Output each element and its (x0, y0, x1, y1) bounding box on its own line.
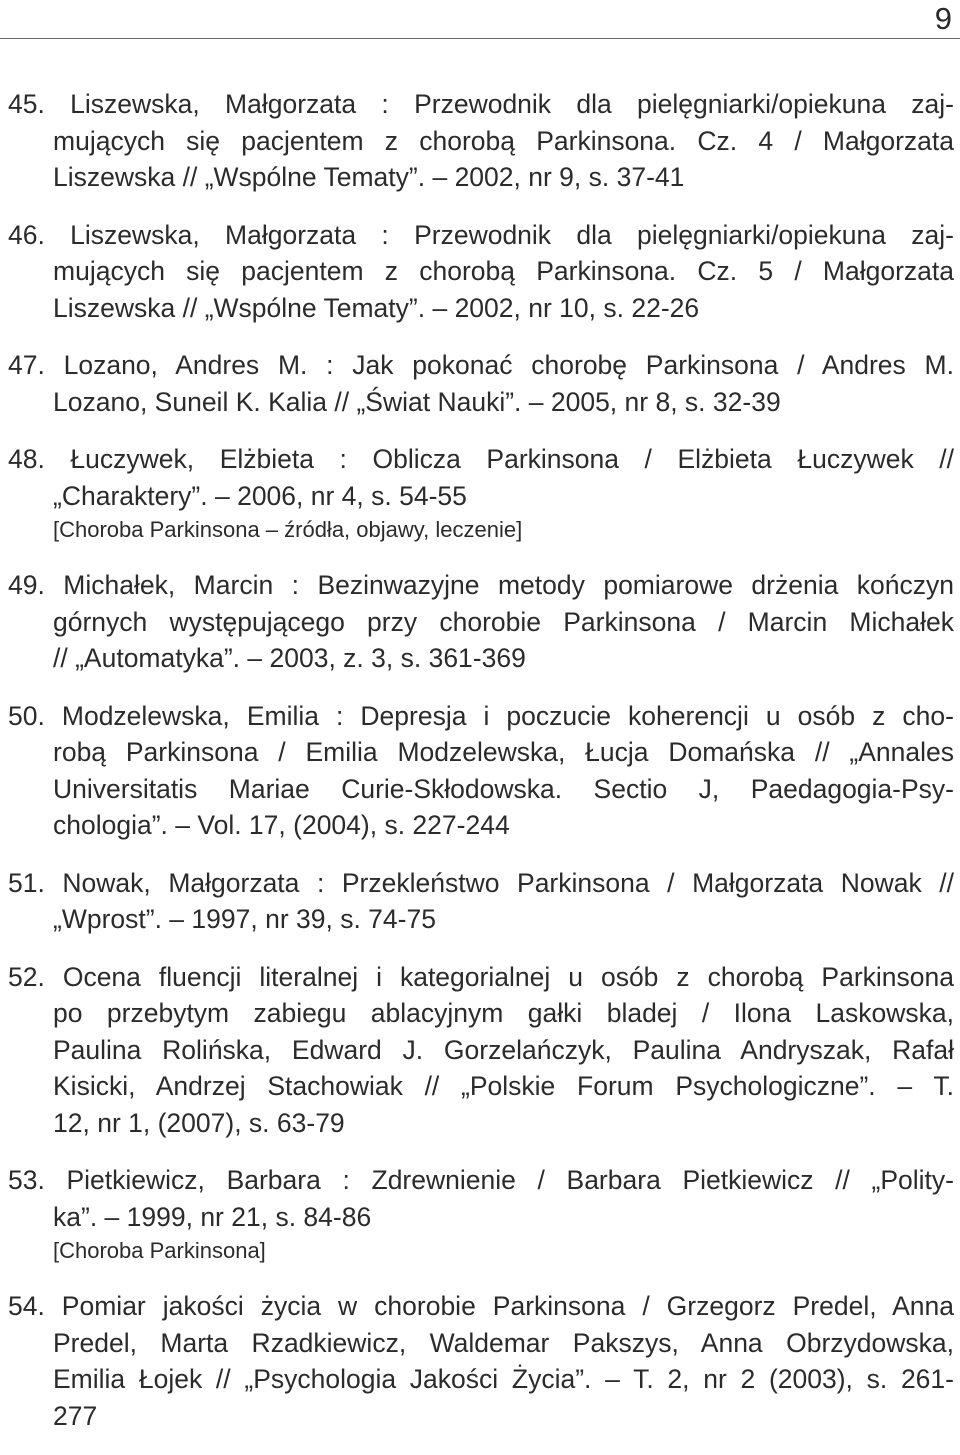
page-number: 9 (934, 1, 952, 36)
entry-line: mujących się pacjentem z chorobą Parkinsona. Cz. 5 / Małgorzata (53, 256, 954, 286)
entry-line: Liszewska // „Wspólne Tematy”. – 2002, nr 9, s. 37-41 (53, 162, 685, 192)
bibliography-list (8, 86, 954, 1455)
entry-line: górnych występującego przy chorobie Parkinsona / Marcin Michałek (53, 606, 954, 637)
bibliography-entry (8, 865, 954, 938)
entry-line: robą Parkinsona / Emilia Modzelewska, Łucja Domańska // „Annales (53, 737, 954, 767)
bibliography-entry (8, 86, 954, 196)
entry-line: 50. Modzelewska, Emilia : Depresja i poczucie koherencji u osób z cho- (8, 700, 954, 731)
entry-line: 54. Pomiar jakości życia w chorobie Parkinsona / Grzegorz Predel, Anna (8, 1291, 954, 1321)
entry-line: Kisicki, Andrzej Stachowiak // „Polskie Forum Psychologiczne”. – T. (53, 1071, 954, 1101)
bibliography-entry (8, 698, 954, 844)
entry-line: 46. Liszewska, Małgorzata : Przewodnik dla pielęgniarki/opiekuna zaj- (8, 219, 954, 250)
entry-line: Universitatis Mariae Curie-Skłodowska. Sectio J, Paedagogia-Psy- (53, 773, 954, 804)
entry-line: 51. Nowak, Małgorzata : Przekleństwo Parkinsona / Małgorzata Nowak // (8, 867, 954, 898)
entry-line: Lozano, Suneil K. Kalia // „Świat Nauki”. – 2005, nr 8, s. 32-39 (53, 386, 781, 417)
entry-subject: [Choroba Parkinsona] (53, 1238, 266, 1263)
bibliography-entry (8, 1162, 954, 1267)
bibliography-entry (8, 347, 954, 420)
entry-line: Predel, Marta Rzadkiewicz, Waldemar Pakszys, Anna Obrzydowska, (53, 1327, 954, 1358)
entry-line: po przebytym zabiegu ablacyjnym gałki bladej / Ilona Laskowska, (53, 998, 954, 1028)
header-rule (0, 38, 960, 39)
bibliography-entry (8, 959, 954, 1142)
entry-line: 12, nr 1, (2007), s. 63-79 (53, 1107, 345, 1138)
entry-line: // „Automatyka”. – 2003, z. 3, s. 361-369 (53, 643, 526, 673)
entry-line: chologia”. – Vol. 17, (2004), s. 227-244 (53, 810, 510, 840)
entry-line: 277 (53, 1400, 98, 1431)
bibliography-entry (8, 567, 954, 677)
entry-line: 47. Lozano, Andres M. : Jak pokonać chorobę Parkinsona / Andres M. (8, 350, 954, 380)
entry-line: Emilia Łojek // „Psychologia Jakości Życia”. – T. 2, nr 2 (2003), s. 261- (53, 1364, 954, 1394)
entry-line: „Wprost”. – 1997, nr 39, s. 74-75 (53, 904, 436, 934)
entry-line: 49. Michałek, Marcin : Bezinwazyjne metody pomiarowe drżenia kończyn (8, 570, 954, 600)
entry-line: 52. Ocena fluencji literalnej i kategorialnej u osób z chorobą Parkinsona (8, 961, 954, 992)
bibliography-entry (8, 441, 954, 546)
bibliography-entry (8, 1288, 954, 1434)
entry-line: ka”. – 1999, nr 21, s. 84-86 (53, 1201, 372, 1232)
entry-subject: [Choroba Parkinsona – źródła, objawy, leczenie] (53, 517, 523, 542)
entry-line: Liszewska // „Wspólne Tematy”. – 2002, nr 10, s. 22-26 (53, 292, 700, 323)
entry-line: 53. Pietkiewicz, Barbara : Zdrewnienie / Barbara Pietkiewicz // „Polity- (8, 1165, 954, 1195)
entry-line: 45. Liszewska, Małgorzata : Przewodnik dla pielęgniarki/opiekuna zaj- (8, 89, 954, 119)
entry-line: Paulina Rolińska, Edward J. Gorzelańczyk, Paulina Andryszak, Rafał (53, 1034, 954, 1065)
bibliography-entry (8, 217, 954, 327)
entry-line: „Charaktery”. – 2006, nr 4, s. 54-55 (53, 480, 467, 511)
entry-line: 48. Łuczywek, Elżbieta : Oblicza Parkinsona / Elżbieta Łuczywek // (8, 444, 954, 474)
entry-line: mujących się pacjentem z chorobą Parkinsona. Cz. 4 / Małgorzata (53, 125, 954, 156)
